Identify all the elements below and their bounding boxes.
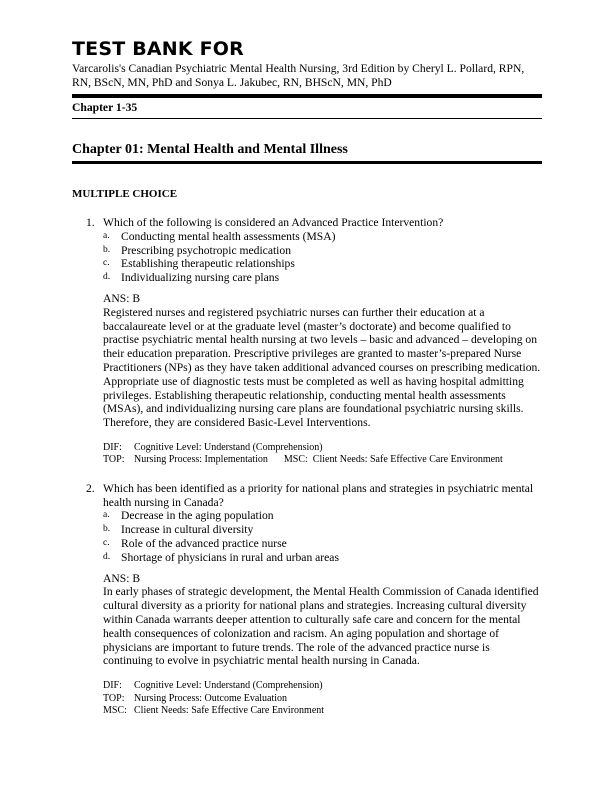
option-a	[103, 509, 542, 523]
rationale: In early phases of strategic development, the Mental Health Commission of Canada identified cultural diversity as a priority for national plans and strategies. Increasing cultural diversity within Canada warrants deeper attention to culturally safe care and concern for the mental health consequences of colonization and racism. An aging population and shortage of physicians are important to future trends. The role of the advanced practice nurse is continuing to evolve in psychiatric mental health nursing in Canada.	[103, 585, 539, 668]
top-label: TOP:	[103, 692, 125, 704]
chapter-rule	[72, 161, 542, 164]
option-b	[103, 244, 542, 258]
option-c	[103, 257, 542, 271]
msc-label: MSC:	[103, 704, 127, 716]
question-number: 2.	[86, 481, 95, 495]
option-text: Establishing therapeutic relationships	[121, 257, 295, 271]
msc-row	[103, 705, 542, 717]
question-metadata	[103, 680, 542, 717]
option-text: Decrease in the aging population	[121, 509, 274, 523]
msc-value: Client Needs: Safe Effective Care Environment	[134, 704, 325, 716]
rationale: Registered nurses and registered psychiatric nurses can further their education at a baccalaureate level or at the graduate level (master’s doctorate) and become qualified to practise psychiatric mental health nursing at two levels – basic and advanced – developing on their education preparation. Prescriptive privileges are granted to master’s-prepared Nurse Practitioners (NPs) as they have taken additional advanced courses on prescribing medication. Appropriate use of diagnostic tests must be completed as well as having hospital admitting privileges. Establishing therapeutic relationship, conducting mental health assessments (MSAs), and individualizing nursing care plans are foundational psychiatric nursing skills. Therefore, they are considered Basic-Level Interventions.	[103, 305, 541, 430]
option-letter: c.	[103, 537, 110, 548]
option-letter: b.	[103, 524, 111, 535]
header-rule-top	[72, 94, 542, 98]
dif-value: Cognitive Level: Understand (Comprehension)	[134, 441, 323, 453]
answer-key: ANS: B	[103, 291, 141, 305]
question-2	[72, 482, 542, 718]
chapter-title: Chapter 01: Mental Health and Mental Illness	[72, 142, 348, 157]
question-1	[72, 216, 542, 467]
book-citation	[72, 62, 542, 90]
question-number: 1.	[86, 216, 95, 229]
option-b	[103, 523, 542, 537]
answer-options	[103, 509, 542, 564]
dif-row	[103, 680, 542, 692]
dif-label: DIF:	[103, 680, 122, 692]
dif-row	[103, 442, 542, 454]
msc-label: MSC:	[283, 454, 308, 466]
top-value: Nursing Process: Implementation	[134, 454, 268, 466]
citation-line-1: Varcarolis's Canadian Psychiatric Mental Health Nursing, 3rd Edition by Cheryl L. Pollard, RPN,	[72, 62, 525, 75]
document-page	[72, 38, 542, 717]
msc-value: Client Needs: Safe Effective Care Environment	[312, 454, 503, 466]
option-text: Shortage of physicians in rural and urban areas	[121, 550, 339, 564]
option-d	[103, 271, 542, 285]
citation-line-2: RN, BScN, MN, PhD and Sonya L. Jakubec, RN, BHScN, MN, PhD	[72, 76, 392, 89]
option-letter: d.	[103, 272, 111, 283]
top-row	[103, 693, 542, 705]
option-letter: d.	[103, 551, 111, 562]
option-d	[103, 551, 542, 565]
option-text: Conducting mental health assessments (MSA)	[121, 229, 336, 243]
header-rule-bottom	[72, 118, 542, 119]
option-letter: a.	[103, 510, 110, 521]
top-row	[103, 454, 542, 466]
option-text: Increase in cultural diversity	[121, 523, 254, 537]
answer-options	[103, 230, 542, 285]
top-label: TOP:	[103, 454, 125, 466]
option-a	[103, 230, 542, 244]
option-letter: c.	[103, 258, 110, 269]
option-text: Role of the advanced practice nurse	[121, 536, 287, 550]
test-bank-title: TEST BANK FOR	[72, 38, 244, 60]
top-value: Nursing Process: Outcome Evaluation	[134, 692, 288, 704]
option-text: Prescribing psychotropic medication	[121, 243, 292, 257]
option-letter: b.	[103, 244, 111, 255]
answer-key: ANS: B	[103, 571, 141, 585]
chapter-range: Chapter 1-35	[72, 101, 138, 114]
option-letter: a.	[103, 230, 110, 241]
section-heading: MULTIPLE CHOICE	[72, 188, 178, 200]
option-text: Individualizing nursing care plans	[121, 271, 280, 285]
dif-label: DIF:	[103, 441, 122, 453]
dif-value: Cognitive Level: Understand (Comprehension)	[134, 680, 323, 692]
option-c	[103, 537, 542, 551]
question-stem: Which has been identified as a priority for national plans and strategies in psychiatric mental health nursing in Canada?	[103, 481, 534, 509]
question-stem: Which of the following is considered an Advanced Practice Intervention?	[103, 216, 444, 229]
question-metadata	[103, 442, 542, 467]
